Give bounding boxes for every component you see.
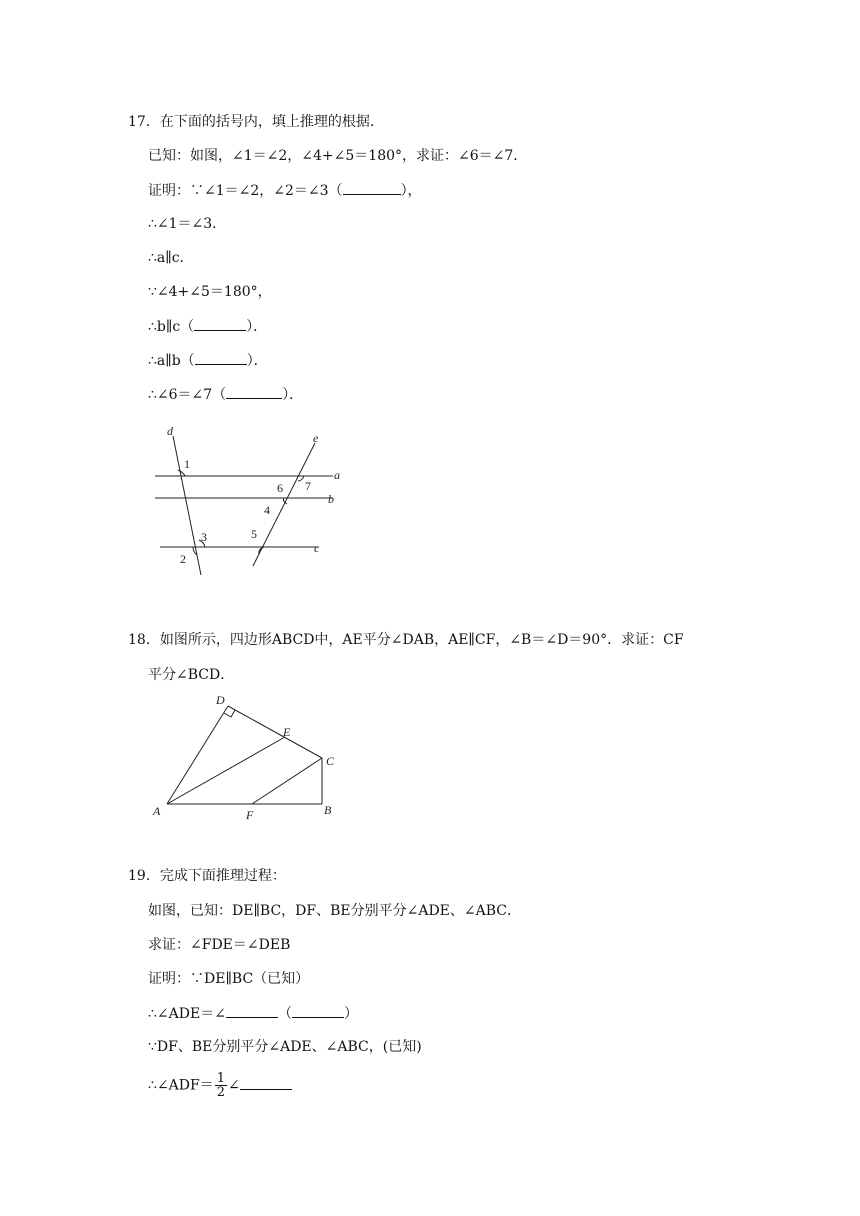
q17-title: 在下面的括号内，填上推理的根据． <box>159 114 384 130</box>
angle-arc-7 <box>298 476 304 481</box>
answer-blank-6[interactable] <box>292 1003 344 1018</box>
segment-CF <box>252 758 322 804</box>
q17-proof-line-1 <box>148 180 422 201</box>
label-F: F <box>246 808 254 822</box>
side-DC <box>228 706 322 758</box>
q17-header <box>128 112 384 132</box>
label-a: a <box>334 468 340 482</box>
q19-angle-symbol: ∠ <box>227 1077 240 1094</box>
q17-figure <box>145 418 360 583</box>
q18-text-2: 平分∠BCD． <box>148 667 235 683</box>
q19-proof-line-3: ∵DF、BE分别平分∠ADE、∠ABC，(已知) <box>148 1039 422 1055</box>
q19-given: 如图，已知：DE∥BC，DF、BE分别平分∠ADE、∠ABC． <box>148 903 522 919</box>
label-angle-6: 6 <box>277 481 283 495</box>
answer-blank-2[interactable] <box>194 316 246 331</box>
q19-prove: 求证：∠FDE＝∠DEB <box>148 937 291 953</box>
label-c: c <box>314 541 320 555</box>
q19-header <box>128 866 286 886</box>
fraction-numerator: 1 <box>216 1071 225 1086</box>
q18-line-1 <box>128 630 684 650</box>
label-e: e <box>313 431 319 445</box>
answer-blank-1[interactable] <box>343 180 401 195</box>
label-E: E <box>283 725 291 739</box>
q17-proof-line-5 <box>148 316 267 337</box>
label-angle-2: 2 <box>180 552 186 566</box>
q18-number: 18． <box>128 632 160 648</box>
q17-proof-line-6-text: ∴a∥b（ <box>148 353 195 369</box>
fraction-denominator: 2 <box>216 1085 225 1100</box>
q17-given: 已知：如图，∠1＝∠2，∠4+∠5＝180°，求证：∠6＝∠7． <box>148 148 528 164</box>
q18-text-1: 如图所示，四边形ABCD中，AE平分∠DAB，AE∥CF，∠B＝∠D＝90°．求证：CF <box>159 632 684 648</box>
label-angle-7: 7 <box>305 479 311 493</box>
q17-proof-line-2: ∴∠1＝∠3． <box>148 216 227 232</box>
answer-blank-4[interactable] <box>226 384 282 399</box>
q19-proof-line-4-text: ∴∠ADF＝ <box>148 1077 214 1094</box>
q17-proof-line-7 <box>148 384 303 405</box>
q17-proof-line-6-end: ）． <box>246 353 268 369</box>
q19-open-paren: （ <box>277 1006 292 1022</box>
answer-blank-7[interactable] <box>240 1075 292 1090</box>
q17-proof-line-4: ∵∠4+∠5＝180°， <box>148 284 272 300</box>
q17-proof-line-1-text: 证明：∵∠1＝∠2，∠2＝∠3（ <box>148 183 343 199</box>
q19-close-paren: ） <box>343 1006 358 1022</box>
q17-proof-line-7-text: ∴∠6＝∠7（ <box>148 387 227 403</box>
q19-title: 完成下面推理过程： <box>159 868 286 884</box>
q19-proof-line-4 <box>148 1072 292 1099</box>
q17-number: 17． <box>128 114 160 130</box>
q19-proof-line-1: 证明：∵DE∥BC（已知） <box>148 971 310 987</box>
label-angle-3: 3 <box>201 530 207 544</box>
q19-number: 19． <box>128 868 160 884</box>
q17-proof-line-6 <box>148 350 268 371</box>
right-angle-D <box>224 710 235 717</box>
label-angle-4: 4 <box>264 503 270 517</box>
label-angle-5: 5 <box>251 527 257 541</box>
side-AD <box>167 706 228 804</box>
label-A: A <box>153 804 161 818</box>
label-B: B <box>324 803 332 817</box>
q19-proof-line-2-text: ∴∠ADE＝∠ <box>148 1006 226 1022</box>
q17-proof-line-7-end: ）． <box>282 387 304 403</box>
fraction-one-half <box>215 1072 227 1099</box>
q19-proof-line-2 <box>148 1003 358 1024</box>
answer-blank-3[interactable] <box>195 350 247 365</box>
label-D: D <box>216 693 225 707</box>
q18-figure <box>145 688 345 828</box>
label-C: C <box>326 754 335 768</box>
label-d: d <box>167 424 173 438</box>
answer-blank-5[interactable] <box>226 1003 278 1018</box>
label-b: b <box>328 492 334 506</box>
q17-proof-line-3: ∴a∥c． <box>148 250 194 266</box>
label-angle-1: 1 <box>184 457 190 471</box>
q17-proof-line-5-text: ∴b∥c（ <box>148 319 195 335</box>
q17-proof-line-5-end: ）． <box>246 319 268 335</box>
q17-proof-line-1-end: ）， <box>400 183 422 199</box>
